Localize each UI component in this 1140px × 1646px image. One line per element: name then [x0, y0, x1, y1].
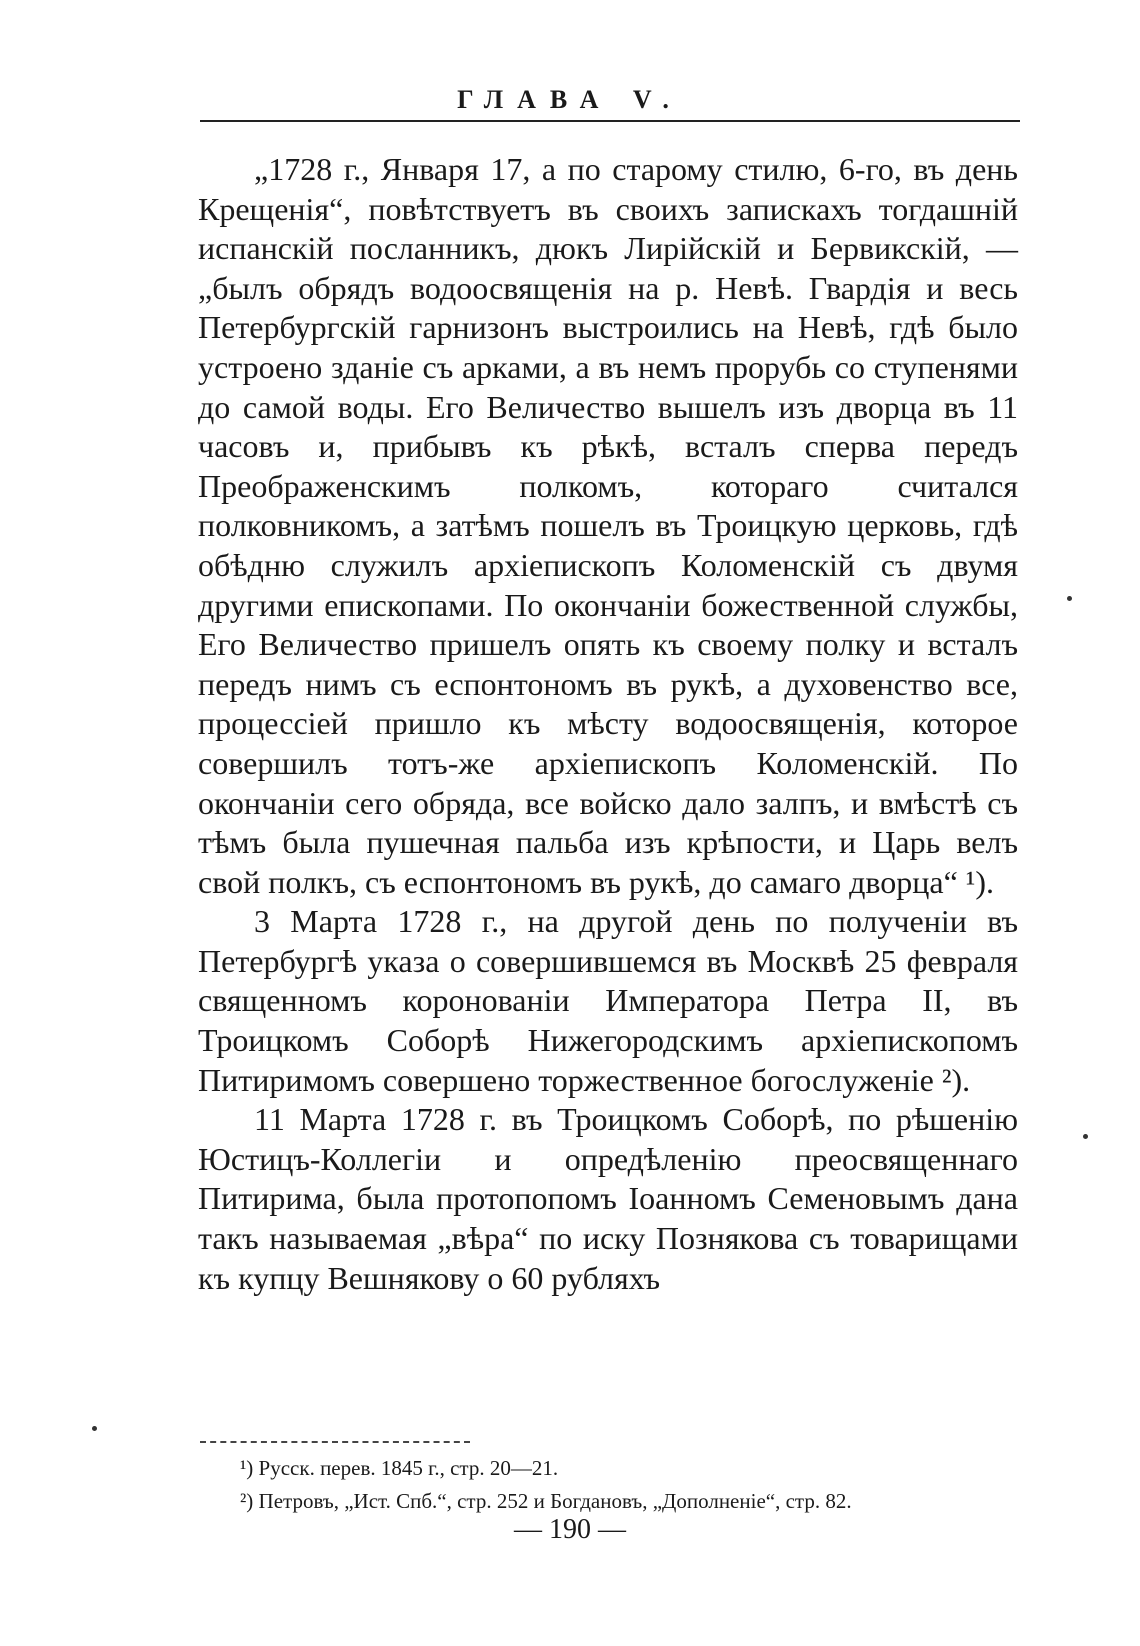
header-rule	[200, 120, 1020, 122]
footnote-rule	[200, 1441, 470, 1443]
scan-speck	[1067, 596, 1072, 601]
body-text	[198, 150, 1018, 1298]
footnote-2: ²) Петровъ, „Ист. Спб.“, стр. 252 и Богдановъ, „Дополненіе“, стр. 82.	[240, 1489, 852, 1513]
footnotes	[240, 1452, 1020, 1518]
footnote-1: ¹) Русск. перев. 1845 г., стр. 20—21.	[240, 1456, 559, 1480]
paragraph-3: 11 Марта 1728 г. въ Троицкомъ Соборѣ, по рѣшенію Юстицъ-Коллегіи и опредѣленію преосвященнаго Питирима, была протопопомъ Іоанномъ Семеновымъ дана такъ называемая „вѣра“ по иску Познякова съ товарищами къ купцу Вешнякову о 60 рубляхъ	[198, 1101, 1018, 1296]
scan-speck	[92, 1426, 97, 1431]
paragraph-2: 3 Марта 1728 г., на другой день по полученіи въ Петербургѣ указа о совершившемся въ Москвѣ 25 февраля священномъ коронованіи Императора Петра II, въ Троицкомъ Соборѣ Нижегородскимъ архіепископомъ Питиримомъ совершено торжественное богослуженіе ²).	[198, 903, 1018, 1098]
scan-speck	[1083, 1134, 1088, 1139]
page-number: — 190 —	[514, 1514, 626, 1545]
running-title: ГЛАВА V.	[457, 85, 683, 114]
paragraph-1: „1728 г., Января 17, а по старому стилю, 6-го, въ день Крещенія“, повѣтствуетъ въ своихъ запискахъ тогдашній испанскій посланникъ, дюкъ Лирійскій и Бервикскій, — „былъ обрядъ водоосвященія на р. Невѣ. Гвардія и весь Петербургскій гарнизонъ выстроились на Невѣ, гдѣ было устроено зданіе съ арками, а въ немъ прорубь со ступенями до самой воды. Его Величество вышелъ изъ дворца въ 11 часовъ и, прибывъ къ рѣкѣ, всталъ сперва передъ Преображенскимъ полкомъ, котораго считался полковникомъ, а затѣмъ пошелъ въ Троицкую церковь, гдѣ обѣдню служилъ архіепископъ Коломенскій съ двумя другими епископами. По окончаніи божественной службы, Его Величество пришелъ опять къ своему полку и всталъ передъ нимъ съ еспонтономъ въ рукѣ, а духовенство все, процессіей пришло къ мѣсту водоосвященія, которое совершилъ тотъ-же архіепископъ Коломенскій. По окончаніи сего обряда, все войско дало залпъ, и вмѣстѣ съ тѣмъ была пушечная пальба изъ крѣпости, и Царь велъ свой полкъ, съ еспонтономъ въ рукѣ, до самаго дворца“ ¹).	[198, 151, 1018, 900]
